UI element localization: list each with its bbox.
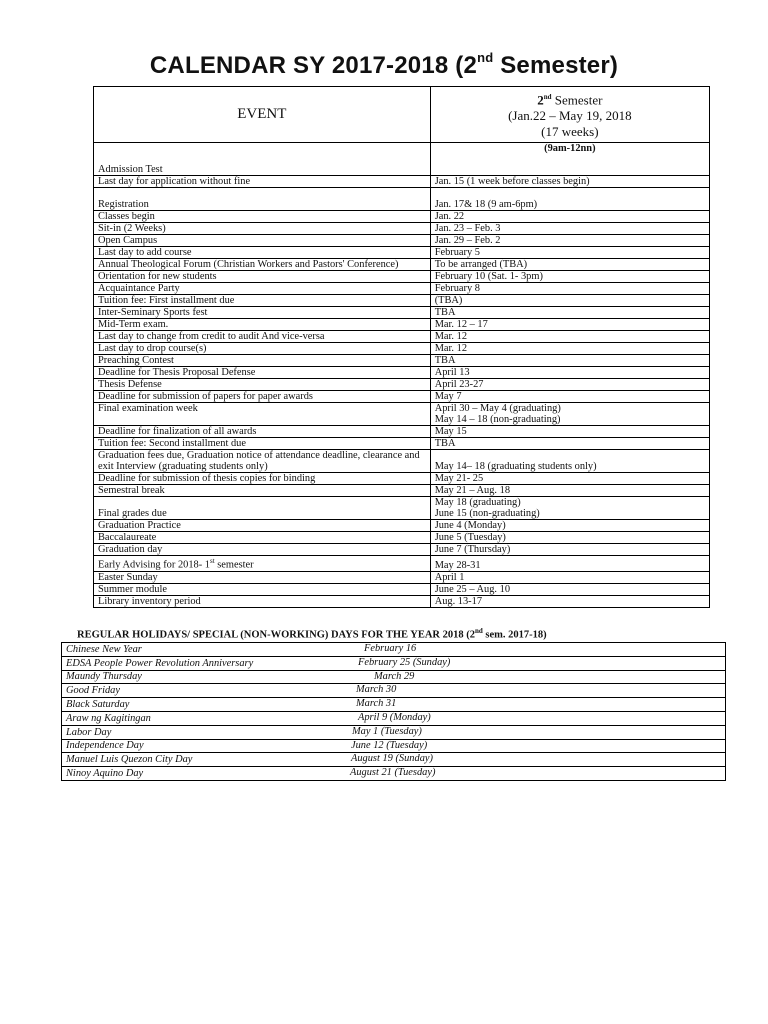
table-row — [94, 235, 710, 247]
event-cell: Deadline for finalization of all awards — [94, 426, 431, 438]
table-row — [94, 259, 710, 271]
date-cell: TBA — [430, 355, 709, 367]
event-cell: Acquaintance Party — [94, 283, 431, 295]
table-row — [94, 595, 710, 607]
holiday-name: Araw ng Kagitingan — [66, 712, 151, 724]
table-row — [94, 438, 710, 450]
event-cell: Early Advising for 2018- 1st semester — [94, 556, 431, 571]
date-cell: February 8 — [430, 283, 709, 295]
holiday-date: August 19 (Sunday) — [351, 753, 433, 765]
date-cell: February 10 (Sat. 1- 3pm) — [430, 271, 709, 283]
date-cell: May 14– 18 (graduating students only) — [430, 450, 709, 473]
event-cell: Final grades due — [94, 497, 431, 520]
holiday-row — [62, 684, 726, 698]
table-row — [94, 379, 710, 391]
semester-header: 2nd Semester (Jan.22 – May 19, 2018 (17 weeks) — [430, 87, 709, 143]
date-cell: April 23-27 — [430, 379, 709, 391]
table-row — [94, 176, 710, 188]
table-row — [94, 450, 710, 473]
event-cell: Tuition fee: First installment due — [94, 295, 431, 307]
holiday-name: Independence Day — [66, 740, 144, 752]
table-row — [94, 355, 710, 367]
event-cell: Annual Theological Forum (Christian Workers and Pastors' Conference) — [94, 259, 431, 271]
event-cell: Thesis Defense — [94, 379, 431, 391]
table-row — [94, 211, 710, 223]
date-cell: Mar. 12 — [430, 331, 709, 343]
event-cell: Admission Test — [94, 143, 431, 176]
event-cell: Sit-in (2 Weeks) — [94, 223, 431, 235]
date-cell: June 25 – Aug. 10 — [430, 583, 709, 595]
date-cell: (TBA) — [430, 295, 709, 307]
date-cell: May 21 – Aug. 18 — [430, 485, 709, 497]
holiday-name: Manuel Luis Quezon City Day — [66, 754, 193, 766]
event-cell: Classes begin — [94, 211, 431, 223]
date-cell: Jan. 29 – Feb. 2 — [430, 235, 709, 247]
holiday-name: Ninoy Aquino Day — [66, 768, 144, 780]
table-row — [94, 367, 710, 379]
table-row — [94, 188, 710, 211]
date-cell: May 28-31 — [430, 556, 709, 571]
table-row — [94, 426, 710, 438]
holiday-row — [62, 753, 726, 767]
holiday-row — [62, 656, 726, 670]
table-row — [94, 571, 710, 583]
date-cell: To be arranged (TBA) — [430, 259, 709, 271]
table-row — [94, 283, 710, 295]
date-cell: May 21- 25 — [430, 473, 709, 485]
holiday-date: February 25 (Sunday) — [358, 656, 451, 668]
table-row — [94, 473, 710, 485]
table-row — [94, 520, 710, 532]
table-row — [94, 319, 710, 331]
event-cell: Inter-Seminary Sports fest — [94, 307, 431, 319]
date-cell: April 30 – May 4 (graduating) May 14 – 18 (non-graduating) — [430, 403, 709, 426]
table-row — [94, 544, 710, 556]
date-cell: June 5 (Tuesday) — [430, 532, 709, 544]
holiday-date: August 21 (Tuesday) — [350, 767, 436, 779]
table-row — [94, 223, 710, 235]
date-cell: Mar. 12 — [430, 343, 709, 355]
event-cell: Tuition fee: Second installment due — [94, 438, 431, 450]
holiday-name: Chinese New Year — [66, 643, 142, 655]
date-cell: TBA — [430, 438, 709, 450]
event-cell: Orientation for new students — [94, 271, 431, 283]
event-cell: Deadline for submission of papers for paper awards — [94, 391, 431, 403]
table-row — [94, 295, 710, 307]
event-cell: Mid-Term exam. — [94, 319, 431, 331]
date-cell: June 4 (Monday) — [430, 520, 709, 532]
table-row — [94, 343, 710, 355]
table-row — [94, 331, 710, 343]
table-row — [94, 532, 710, 544]
event-cell: Easter Sunday — [94, 571, 431, 583]
calendar-table — [93, 86, 710, 608]
date-cell: Mar. 12 – 17 — [430, 319, 709, 331]
holiday-date: March 30 — [356, 684, 397, 696]
event-cell: Last day to add course — [94, 247, 431, 259]
table-row — [94, 403, 710, 426]
date-cell: May 15 — [430, 426, 709, 438]
event-cell: Graduation day — [94, 544, 431, 556]
table-row — [94, 247, 710, 259]
holiday-row — [62, 739, 726, 753]
date-cell: Jan. 17& 18 (9 am-6pm) — [430, 188, 709, 211]
holiday-row — [62, 711, 726, 725]
holiday-row — [62, 767, 726, 781]
date-cell: Aug. 13-17 — [430, 595, 709, 607]
event-cell: Final examination week — [94, 403, 431, 426]
date-cell: June 7 (Thursday) — [430, 544, 709, 556]
table-row — [94, 497, 710, 520]
event-cell: Open Campus — [94, 235, 431, 247]
event-cell: Preaching Contest — [94, 355, 431, 367]
event-cell: Graduation Practice — [94, 520, 431, 532]
table-row — [94, 307, 710, 319]
event-cell: Library inventory period — [94, 595, 431, 607]
holiday-name: Maundy Thursday — [66, 671, 142, 683]
holiday-name: Black Saturday — [66, 699, 130, 711]
table-row — [94, 143, 710, 176]
holiday-row — [62, 725, 726, 739]
table-row — [94, 391, 710, 403]
holiday-name: EDSA People Power Revolution Anniversary — [66, 657, 254, 669]
semester-time: (9am-12nn) — [430, 143, 709, 176]
holiday-name: Good Friday — [66, 685, 120, 697]
table-row — [94, 485, 710, 497]
date-cell: April 13 — [430, 367, 709, 379]
date-cell: TBA — [430, 307, 709, 319]
date-cell: May 7 — [430, 391, 709, 403]
date-cell: April 1 — [430, 571, 709, 583]
holiday-date: June 12 (Tuesday) — [351, 739, 428, 751]
event-cell: Last day to drop course(s) — [94, 343, 431, 355]
table-row — [94, 583, 710, 595]
holiday-row — [62, 670, 726, 684]
holiday-row — [62, 643, 726, 657]
holidays-title: REGULAR HOLIDAYS/ SPECIAL (NON-WORKING) DAYS FOR THE YEAR 2018 (2nd sem. 2017-18) — [77, 627, 547, 641]
page-title: CALENDAR SY 2017-2018 (2nd Semester) — [149, 50, 619, 79]
event-cell: Semestral break — [94, 485, 431, 497]
event-header: EVENT — [94, 87, 431, 143]
date-cell: Jan. 22 — [430, 211, 709, 223]
holiday-date: May 1 (Tuesday) — [352, 725, 422, 737]
event-cell: Graduation fees due, Graduation notice of attendance deadline, clearance and exit Interview (graduating students only) — [94, 450, 431, 473]
event-cell: Deadline for Thesis Proposal Defense — [94, 367, 431, 379]
date-cell: February 5 — [430, 247, 709, 259]
event-cell: Deadline for submission of thesis copies for binding — [94, 473, 431, 485]
date-cell: May 18 (graduating) June 15 (non-graduating) — [430, 497, 709, 520]
holiday-date: February 16 — [364, 643, 417, 654]
event-cell: Last day to change from credit to audit And vice-versa — [94, 331, 431, 343]
table-row — [94, 271, 710, 283]
holiday-date: March 31 — [356, 698, 397, 710]
event-cell: Registration — [94, 188, 431, 211]
holiday-name: Labor Day — [66, 726, 112, 738]
date-cell: Jan. 15 (1 week before classes begin) — [430, 176, 709, 188]
table-header-row — [94, 87, 710, 143]
table-row — [94, 556, 710, 571]
date-cell: Jan. 23 – Feb. 3 — [430, 223, 709, 235]
event-cell: Last day for application without fine — [94, 176, 431, 188]
holiday-date: March 29 — [374, 670, 415, 682]
holiday-row — [62, 698, 726, 712]
event-cell: Summer module — [94, 583, 431, 595]
holidays-table — [61, 642, 726, 781]
holiday-date: April 9 (Monday) — [358, 711, 431, 723]
event-cell: Baccalaureate — [94, 532, 431, 544]
